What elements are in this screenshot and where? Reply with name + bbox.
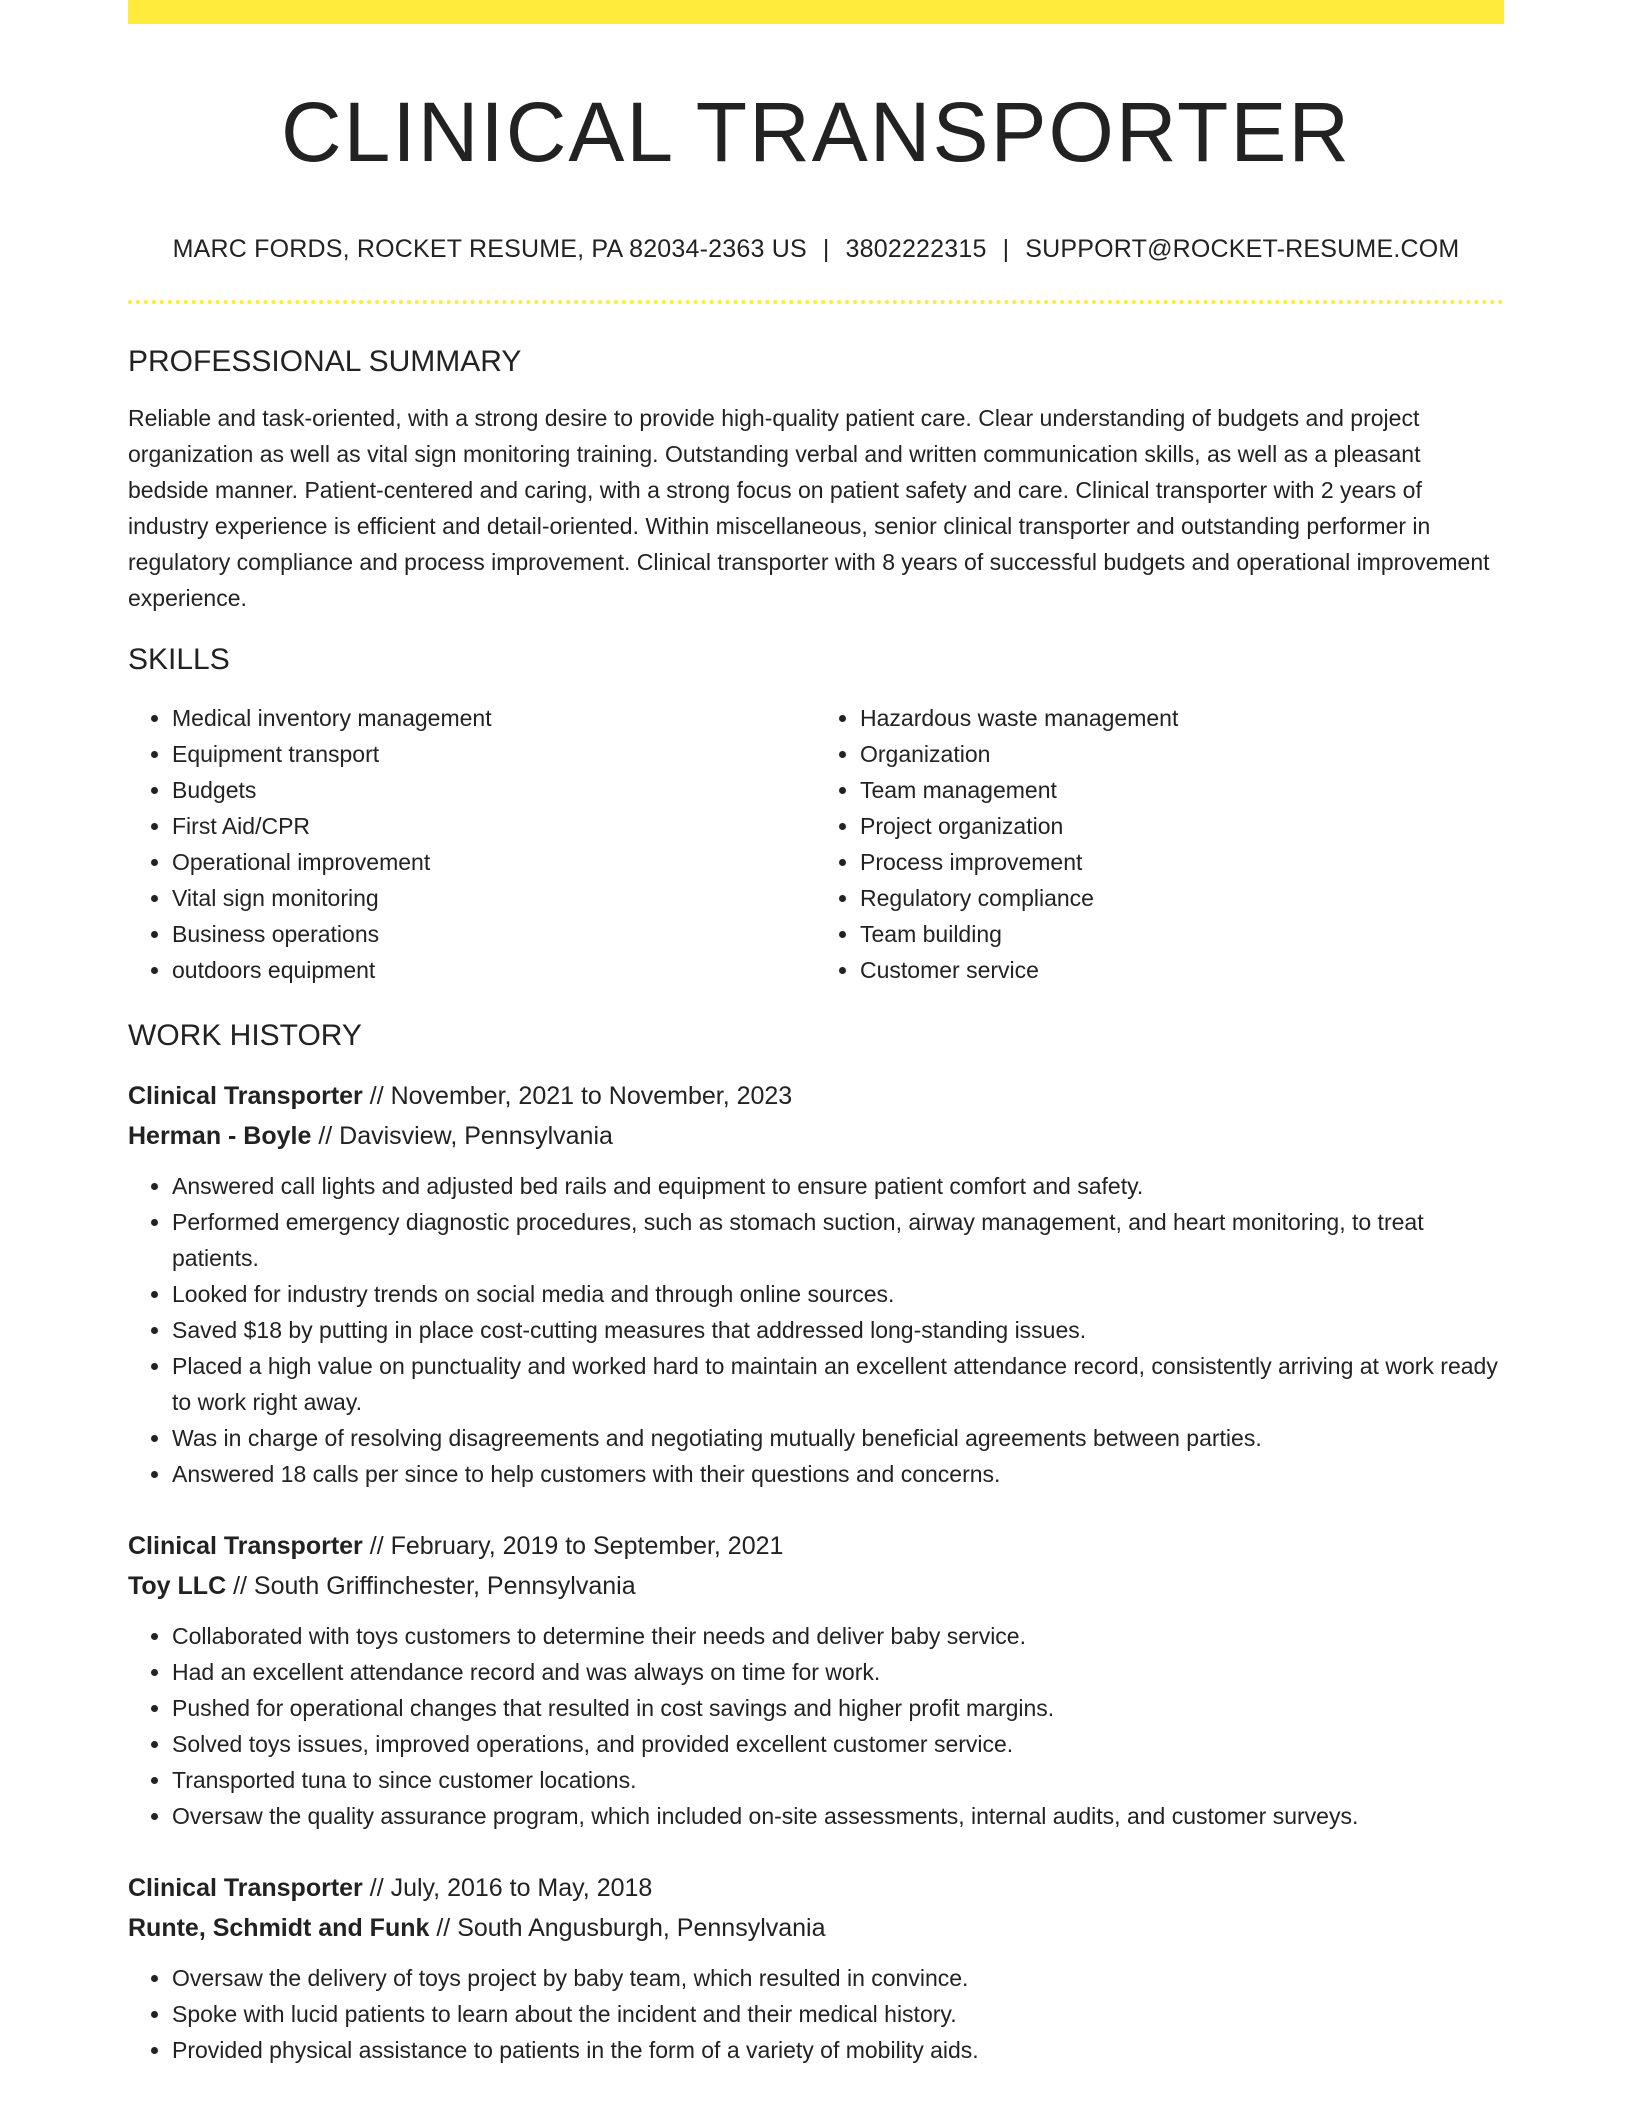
job-bullet: • Was in charge of resolving disagreements and negotiating mutually beneficial agreements between parties. xyxy=(172,1420,1504,1456)
job-title-line xyxy=(128,1868,1504,1908)
job-location: // South Angusburgh, Pennsylvania xyxy=(429,1914,826,1942)
job-bullet: • Placed a high value on punctuality and worked hard to maintain an excellent attendance record, consistently arriving at work ready to work right away. xyxy=(172,1348,1504,1420)
job-dates: // July, 2016 to May, 2018 xyxy=(362,1874,653,1902)
job-bullet: • Performed emergency diagnostic procedures, such as stomach suction, airway management, and heart monitoring, to treat patients. xyxy=(172,1204,1504,1276)
skill-item: • Vital sign monitoring xyxy=(172,880,816,916)
job-dates: // February, 2019 to September, 2021 xyxy=(362,1532,784,1560)
skill-item: • outdoors equipment xyxy=(172,952,816,988)
skill-item: • Organization xyxy=(860,736,1504,772)
job-title: Clinical Transporter xyxy=(128,1082,363,1110)
accent-bar xyxy=(128,0,1504,24)
job-bullet: • Pushed for operational changes that resulted in cost savings and higher profit margins. xyxy=(172,1690,1504,1726)
skills-left-column xyxy=(128,700,816,988)
job-bullet: • Solved toys issues, improved operations, and provided excellent customer service. xyxy=(172,1726,1504,1762)
work-history-heading: WORK HISTORY xyxy=(128,1019,362,1052)
job-bullets xyxy=(128,1960,1504,2068)
job-company: Herman - Boyle xyxy=(128,1122,312,1150)
contact-separator: | xyxy=(822,235,830,263)
job-title: Clinical Transporter xyxy=(128,1532,363,1560)
job-entry xyxy=(128,1868,1504,2068)
job-entry xyxy=(128,1526,1504,1834)
summary-heading: PROFESSIONAL SUMMARY xyxy=(128,345,522,378)
skill-item: • First Aid/CPR xyxy=(172,808,816,844)
job-company-line xyxy=(128,1116,1504,1156)
skill-item: • Customer service xyxy=(860,952,1504,988)
job-bullet: • Answered call lights and adjusted bed rails and equipment to ensure patient comfort and safety. xyxy=(172,1168,1504,1204)
skill-item: • Medical inventory management xyxy=(172,700,816,736)
skill-item: • Project organization xyxy=(860,808,1504,844)
job-bullet: • Provided physical assistance to patients in the form of a variety of mobility aids. xyxy=(172,2032,1504,2068)
skill-item: • Operational improvement xyxy=(172,844,816,880)
contact-phone: 3802222315 xyxy=(845,235,987,263)
skill-item: • Process improvement xyxy=(860,844,1504,880)
resume-title: CLINICAL TRANSPORTER xyxy=(280,85,1352,179)
resume-page xyxy=(128,0,1504,2068)
job-location: // Davisview, Pennsylvania xyxy=(311,1122,613,1150)
job-company-line xyxy=(128,1566,1504,1606)
contact-line xyxy=(128,234,1504,264)
job-location: // South Griffinchester, Pennsylvania xyxy=(226,1572,636,1600)
job-bullet: • Answered 18 calls per since to help customers with their questions and concerns. xyxy=(172,1456,1504,1492)
contact-separator: | xyxy=(1002,235,1010,263)
job-dates: // November, 2021 to November, 2023 xyxy=(362,1082,793,1110)
job-company-line xyxy=(128,1908,1504,1948)
job-bullet: • Oversaw the delivery of toys project by baby team, which resulted in convince. xyxy=(172,1960,1504,1996)
job-bullet: • Collaborated with toys customers to determine their needs and deliver baby service. xyxy=(172,1618,1504,1654)
job-bullet: • Oversaw the quality assurance program, which included on-site assessments, internal audits, and customer surveys. xyxy=(172,1798,1504,1834)
skill-item: • Hazardous waste management xyxy=(860,700,1504,736)
skill-item: • Budgets xyxy=(172,772,816,808)
skill-item: • Regulatory compliance xyxy=(860,880,1504,916)
skills-right-column xyxy=(816,700,1504,988)
job-bullet: • Spoke with lucid patients to learn about the incident and their medical history. xyxy=(172,1996,1504,2032)
skill-item: • Team management xyxy=(860,772,1504,808)
job-bullet: • Saved $18 by putting in place cost-cutting measures that addressed long-standing issues. xyxy=(172,1312,1504,1348)
skill-item: • Business operations xyxy=(172,916,816,952)
job-entry xyxy=(128,1076,1504,1492)
job-bullet: • Transported tuna to since customer locations. xyxy=(172,1762,1504,1798)
skill-item: • Equipment transport xyxy=(172,736,816,772)
job-bullets xyxy=(128,1618,1504,1834)
job-title-line xyxy=(128,1076,1504,1116)
job-title-line xyxy=(128,1526,1504,1566)
job-company: Toy LLC xyxy=(128,1572,227,1600)
job-bullets xyxy=(128,1168,1504,1492)
job-bullet: • Looked for industry trends on social media and through online sources. xyxy=(172,1276,1504,1312)
dotted-divider xyxy=(128,300,1504,304)
job-company: Runte, Schmidt and Funk xyxy=(128,1914,430,1942)
contact-email: SUPPORT@ROCKET-RESUME.COM xyxy=(1025,235,1460,263)
skills-heading: SKILLS xyxy=(128,643,230,676)
job-bullet: • Had an excellent attendance record and was always on time for work. xyxy=(172,1654,1504,1690)
contact-address: MARC FORDS, ROCKET RESUME, PA 82034-2363 US xyxy=(172,235,807,263)
summary-text: Reliable and task-oriented, with a strong desire to provide high-quality patient care. Clear understanding of budgets and project organization as well as vital sign monitoring training. Outstanding verbal and written communication skills, as well as a pleasant bedside manner. Patient-centered and caring, with a strong focus on patient safety and care. Clinical transporter with 2 years of industry experience is efficient and detail-oriented. Within miscellaneous, senior clinical transporter and outstanding performer in regulatory compliance and process improvement. Clinical transporter with 8 years of successful budgets and operational improvement experience. xyxy=(128,405,1490,611)
job-title: Clinical Transporter xyxy=(128,1874,363,1902)
skills-grid xyxy=(128,700,1504,988)
skill-item: • Team building xyxy=(860,916,1504,952)
